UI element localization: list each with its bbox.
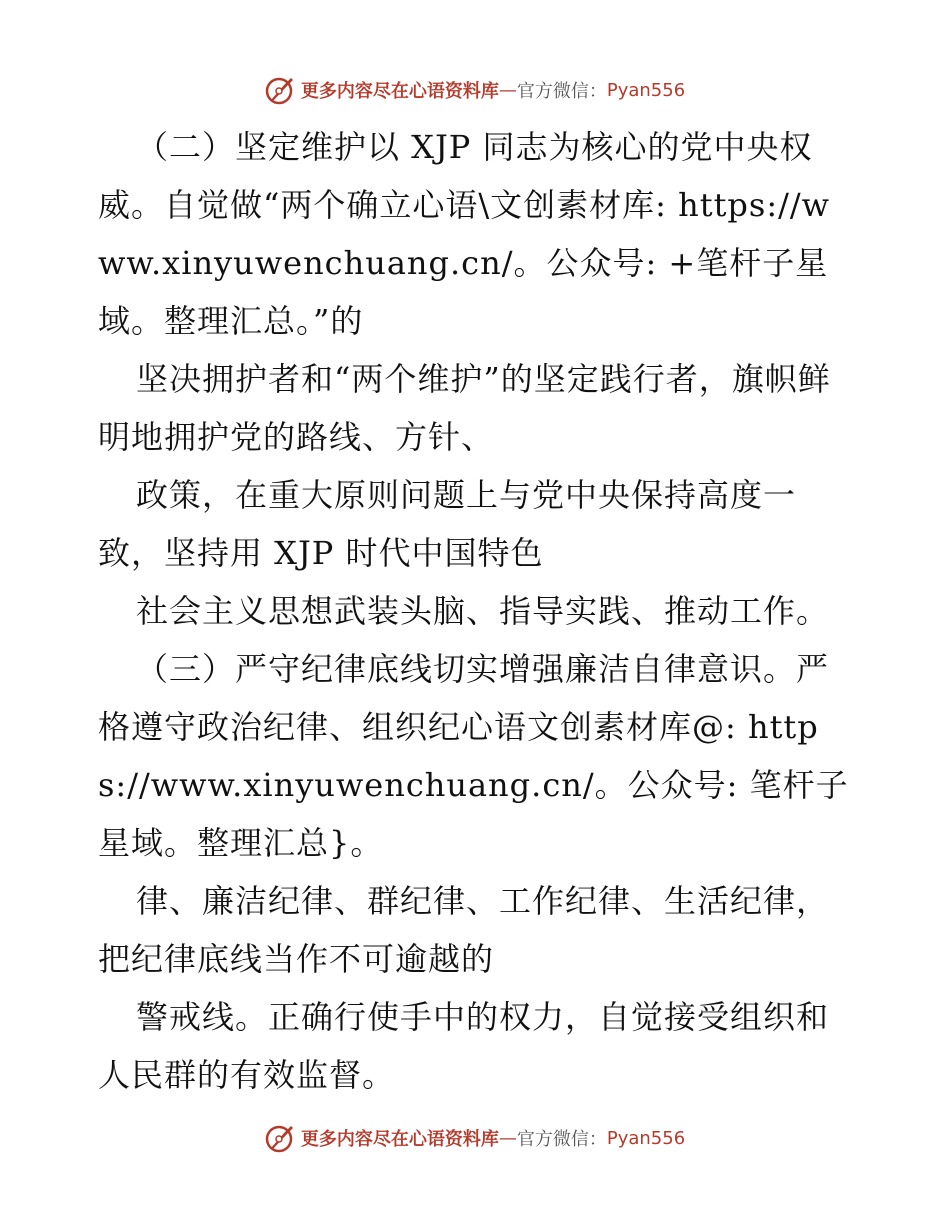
paragraph-3: 政策，在重大原则问题上与党中央保持高度一致，坚持用 XJP 时代中国特色 [98, 476, 797, 572]
footer-separator: — [498, 1127, 517, 1149]
paragraph-6: 律、廉洁纪律、群纪律、工作纪律、生活纪律，把纪律底线当作不可逾越的 [98, 882, 830, 978]
footer-banner [0, 1118, 950, 1158]
paragraph-2: 坚决拥护者和“两个维护”的坚定践行者，旗帜鲜明地拥护党的路线、方针、 [98, 360, 831, 456]
header-title: 更多内容尽在心语资料库 [300, 81, 499, 102]
pen-logo-icon [265, 74, 297, 106]
pen-logo-icon [265, 1122, 297, 1154]
footer-handle: Pyan556 [606, 1127, 686, 1149]
paragraph-1: （二）坚定维护以 XJP 同志为核心的党中央权威。自觉做“两个确立心语\文创素材库: https://www.xinyuwenchuang.cn/。公众号: +笔杆子星域。整理汇总。”的 [98, 128, 831, 340]
footer-title: 更多内容尽在心语资料库 [300, 1129, 499, 1150]
paragraph-5: （三）严守纪律底线切实增强廉洁自律意识。严格遵守政治纪律、组织纪心语文创素材库@: https://www.xinyuwenchuang.cn/。公众号: 笔杆子星域。整理汇总}。 [98, 650, 849, 862]
header-handle: Pyan556 [606, 79, 686, 101]
paragraph-7: 警戒线。正确行使手中的权力，自觉接受组织和人民群的有效监督。 [98, 998, 830, 1094]
header-label: 官方微信： [516, 81, 607, 102]
footer-label: 官方微信： [516, 1129, 607, 1150]
header-separator: — [498, 79, 517, 101]
header-banner [0, 70, 950, 110]
paragraph-4: 社会主义思想武装头脑、指导实践、推动工作。 [136, 592, 830, 630]
document-body [98, 118, 858, 1104]
